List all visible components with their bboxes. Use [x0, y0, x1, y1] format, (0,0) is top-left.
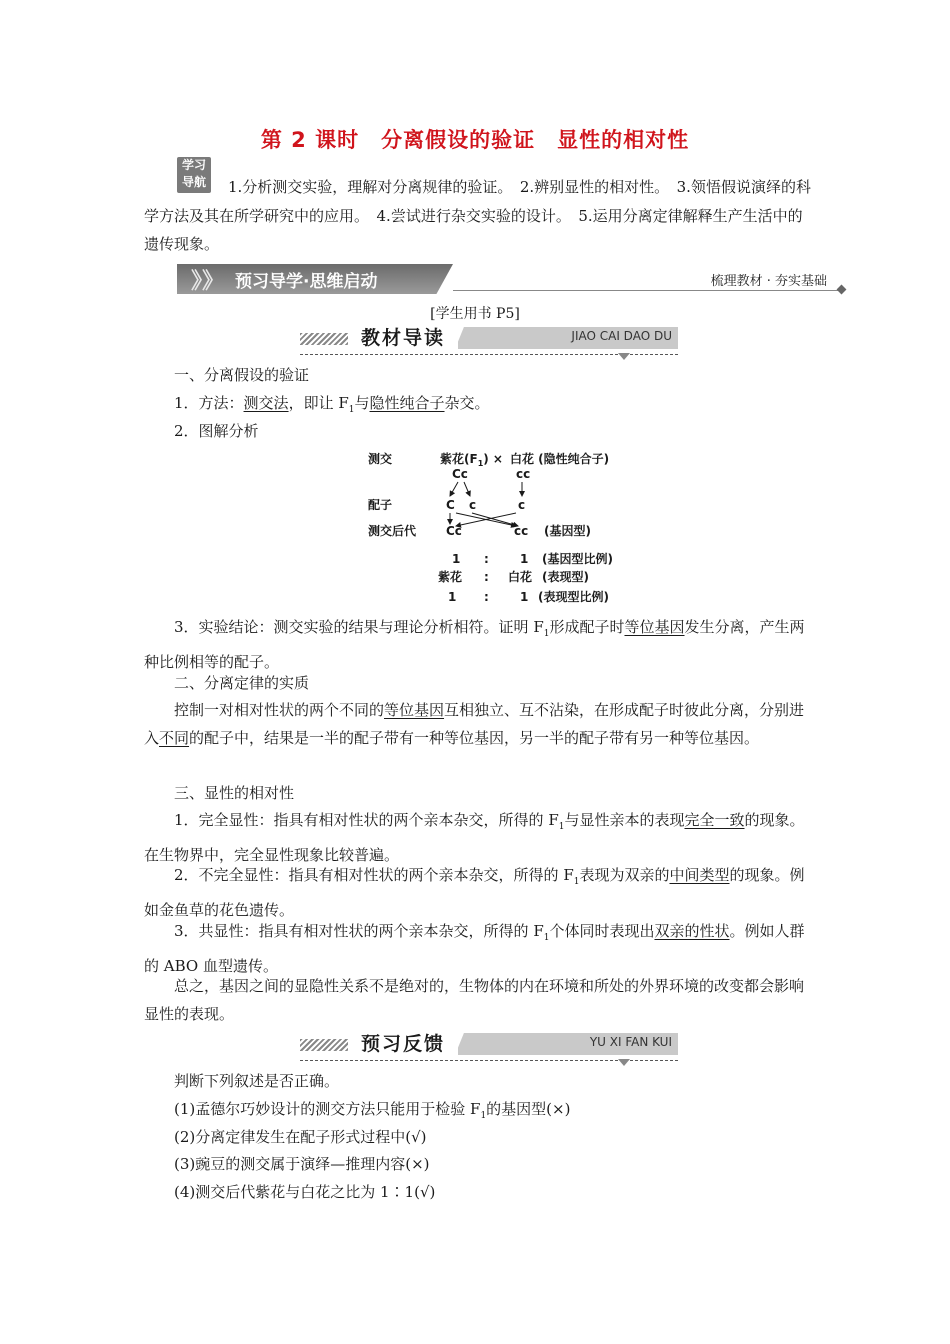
caret-down-icon — [618, 353, 630, 360]
essence-paragraph: 控制一对相对性状的两个不同的等位基因互相独立、互不沾染，在形成配子时彼此分离，分别进入不同的配子中，结果是一半的配子带有一种等位基因，另一半的配子带有另一种等位基因。 — [144, 701, 805, 747]
testcross-diagram — [366, 446, 626, 610]
diagram-heading: 2．图解分析 — [174, 422, 259, 440]
heading-3: 三、显性的相对性 — [174, 784, 295, 802]
incomplete-dominance: 2．不完全显性：指具有相对性状的两个亲本杂交，所得的 $F_1$表现为双亲的中间类型的现象。例如金鱼草的花色遗传。 — [144, 866, 805, 919]
label-genotype-ratio: (基因型比例) — [542, 552, 613, 566]
caret-down-icon — [618, 1059, 630, 1066]
complete-dominance: 1．完全显性：指具有相对性状的两个亲本杂交，所得的 $F_1$与显性亲本的表现完全一致的现象。在生物界中，完全显性现象比较普遍。 — [144, 811, 805, 864]
diamond-icon — [837, 285, 847, 295]
parent-genotype-left: Cc — [452, 467, 468, 481]
ratio-genotype-a: 1 — [452, 552, 461, 566]
learning-objectives: 1.分析测交实验，理解对分离规律的验证。 2.辨别显性的相对性。 3.领悟假说演绎的科学方法及其在所学研究中的应用。 4.尝试进行杂交实验的设计。 5.运用分离定律解释生产生活中的遗传现象。 — [144, 178, 811, 253]
label-gamete: 配子 — [368, 498, 393, 512]
phenotype-purple: 紫花 — [438, 570, 463, 584]
label-testcross: 测交 — [368, 452, 393, 466]
codominance: 3．共显性：指具有相对性状的两个亲本杂交，所得的 $F_1$个体同时表现出双亲的性状。例如人群的 ABO 血型遗传。 — [144, 922, 805, 975]
label-genotype: (基因型) — [544, 524, 591, 538]
ratio-phenotype-a: 1 — [448, 590, 457, 604]
section-header-textbook — [300, 324, 678, 356]
label-purple-f1: 紫花$(F_1)$ × — [440, 452, 503, 468]
heading-1: 一、分离假设的验证 — [174, 366, 310, 384]
method-line: 1．方法：测交法，即让 $F_1$与隐性纯合子杂交。 — [174, 394, 490, 415]
study-nav-badge: 学习 导航 — [177, 157, 211, 193]
section-header-feedback — [300, 1030, 678, 1062]
section-pinyin: JIAO CAI DAO DU — [571, 329, 672, 343]
parent-genotype-right: cc — [516, 467, 531, 481]
preview-banner — [177, 264, 845, 294]
ratio-genotype-b: 1 — [520, 552, 529, 566]
book-reference: [学生用书 P5] — [430, 306, 520, 322]
gamete-C: C — [446, 498, 455, 512]
quiz-instruction: 判断下列叙述是否正确。 — [174, 1072, 340, 1090]
arrow-line — [464, 482, 470, 496]
section-title: 教材导读 — [348, 324, 458, 352]
banner-subtitle: 梳理教材 · 夯实基础 — [710, 274, 827, 289]
arrow-line — [472, 513, 518, 526]
offspring-cc: cc — [514, 524, 529, 538]
section-pinyin: YU XI FAN KUI — [589, 1035, 672, 1049]
phenotype-white: 白花 — [508, 570, 533, 584]
ratio-phenotype-b: 1 — [520, 590, 529, 604]
quiz-item-4: (4)测交后代紫花与白花之比为 1∶1(√) — [174, 1183, 436, 1201]
banner-title: 预习导学·思维启动 — [235, 272, 378, 292]
summary-paragraph: 总之，基因之间的显隐性关系不是绝对的，生物体的内在环境和所处的外界环境的改变都会影响显性的表现。 — [144, 977, 805, 1023]
quiz-item-2: (2)分离定律发生在配子形式过程中(√) — [174, 1128, 427, 1146]
chevron-right-icon: 》》 — [191, 269, 225, 294]
quiz-item-3: (3)豌豆的测交属于演绎—推理内容(×) — [174, 1155, 430, 1173]
arrow-line — [450, 482, 458, 496]
heading-2: 二、分离定律的实质 — [174, 674, 310, 692]
gamete-c-right: c — [518, 498, 526, 512]
quiz-item-1: (1)孟德尔巧妙设计的测交方法只能用于检验 $F_1$的基因型(×) — [174, 1100, 571, 1121]
gamete-c-left: c — [469, 498, 477, 512]
ratio-colon: : — [484, 590, 489, 604]
label-offspring: 测交后代 — [368, 524, 417, 538]
conclusion-paragraph: 3．实验结论：测交实验的结果与理论分析相符。证明 $F_1$形成配子时等位基因发生分离，产生两种比例相等的配子。 — [144, 618, 805, 671]
label-phenotype: (表现型) — [542, 570, 589, 584]
label-phenotype-ratio: (表现型比例) — [538, 590, 609, 604]
label-white-recessive: 白花 (隐性纯合子) — [510, 452, 610, 466]
ratio-colon: : — [484, 570, 489, 584]
page-title: 第 2 课时 分离假设的验证 显性的相对性 — [260, 128, 690, 152]
section-title: 预习反馈 — [348, 1030, 458, 1058]
ratio-colon: : — [484, 552, 489, 566]
offspring-Cc: Cc — [446, 524, 462, 538]
